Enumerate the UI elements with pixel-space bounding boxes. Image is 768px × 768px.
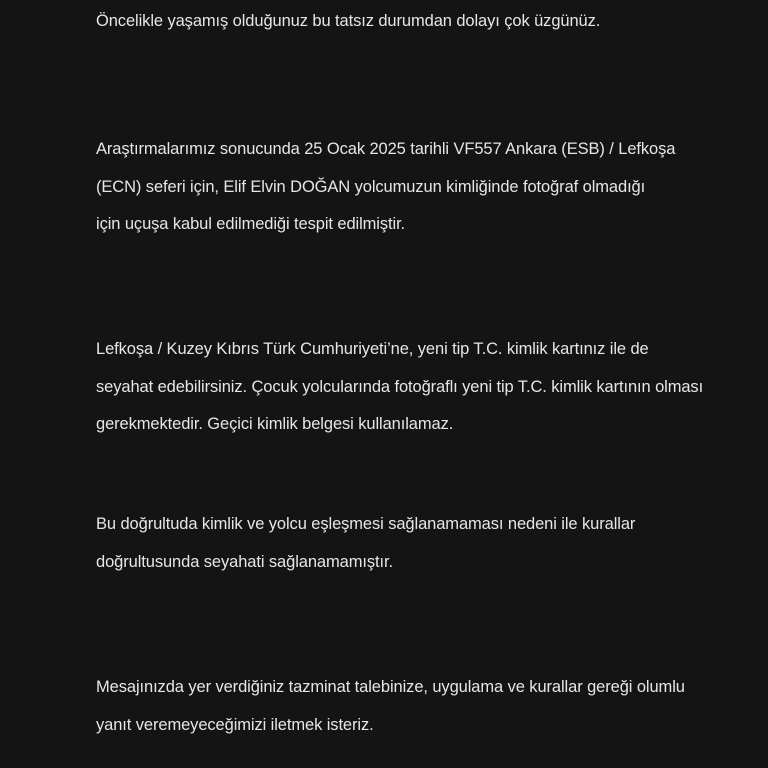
text-line: Mesajınızda yer verdiğiniz tazminat talebinize, uygulama ve kurallar gereği olumlu [96, 678, 685, 696]
text-line: için uçuşa kabul edilmediği tespit edilmiştir. [96, 215, 406, 234]
text-line: gerekmektedir. Geçici kimlik belgesi kullanılamaz. [96, 415, 454, 434]
text-line: Araştırmalarımız sonucunda 25 Ocak 2025 tarihli VF557 Ankara (ESB) / Lefkoşa [96, 140, 676, 158]
text-line: seyahat edebilirsiniz. Çocuk yolcularında fotoğraflı yeni tip T.C. kimlik kartının olması [96, 377, 704, 396]
text-line: Bu doğrultuda kimlik ve yolcu eşleşmesi sağlanamaması nedeni ile kurallar [96, 515, 636, 533]
paragraph-id-requirements [96, 331, 768, 444]
paragraph-travel-denied [96, 506, 768, 581]
text-line: Öncelikle yaşamış olduğunuz bu tatsız durumdan dolayı çok üzgünüz. [96, 12, 601, 30]
text-line: yanıt veremeyeceğimizi iletmek isteriz. [96, 715, 374, 734]
text-line: (ECN) seferi için, Elif Elvin DOĞAN yolcumuzun kimliğinde fotoğraf olmadığı [96, 177, 646, 196]
paragraph-investigation-result [96, 131, 768, 244]
paragraph-apology [96, 3, 768, 41]
paragraph-compensation-response [96, 669, 768, 744]
text-line: Lefkoşa / Kuzey Kıbrıs Türk Cumhuriyeti’ne, yeni tip T.C. kimlik kartınız ile de [96, 340, 649, 358]
text-line: doğrultusunda seyahati sağlanamamıştır. [96, 552, 393, 571]
